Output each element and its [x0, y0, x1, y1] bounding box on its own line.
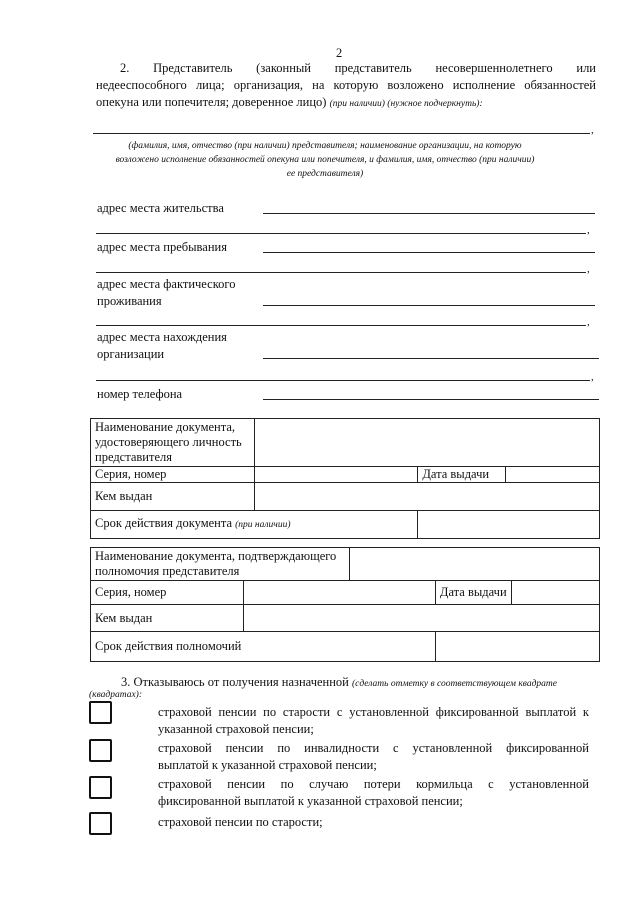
section2-intro-line1: 2. Представитель (законный представитель несовершеннолетнего или [120, 61, 596, 75]
caption-line3: ее представителя) [286, 169, 364, 179]
option-survivor-fixed-checkbox[interactable] [89, 776, 112, 799]
identity-doc-name-line3: представителя [95, 450, 172, 464]
authority-doc-name-label [91, 548, 350, 581]
identity-validity-text: Срок действия документа [95, 516, 233, 530]
identity-document-table [90, 418, 600, 539]
identity-validity-label [91, 511, 418, 539]
org-address-label [97, 329, 227, 363]
authority-issued-by-input[interactable] [244, 605, 600, 632]
option-line2: фиксированной выплатой к указанной страховой пенсии; [158, 794, 463, 808]
option-line1: страховой пенсии по старости; [158, 815, 323, 829]
residence-address-field[interactable] [263, 213, 595, 214]
actual-address-label-line2: проживания [97, 294, 162, 308]
caption-line1: (фамилия, имя, отчество (при наличии) представителя; наименование организации, на которую [128, 141, 522, 151]
section3-heading [121, 674, 591, 693]
stay-address-field-2[interactable] [96, 272, 586, 273]
option-old-age-fixed [158, 704, 589, 738]
authority-series-label: Серия, номер [91, 581, 244, 605]
authority-doc-name-line1: Наименование документа, подтверждающего [95, 549, 337, 563]
identity-series-label: Серия, номер [91, 467, 255, 483]
org-address-field[interactable] [263, 358, 599, 359]
option-line1: страховой пенсии по инвалидности с установленной фиксированной [158, 741, 589, 755]
residence-address-field-2[interactable] [96, 233, 586, 234]
residence-address-label: адрес места жительства [97, 201, 224, 215]
actual-address-label [97, 276, 235, 310]
identity-issue-date-input[interactable] [506, 467, 600, 483]
authority-issue-date-input[interactable] [511, 581, 599, 605]
option-disability-fixed-checkbox[interactable] [89, 739, 112, 762]
authority-document-table [90, 547, 600, 662]
comma-mark: , [591, 371, 594, 383]
option-line2: выплатой к указанной страховой пенсии; [158, 758, 377, 772]
identity-series-input[interactable] [254, 467, 418, 483]
page-number: 2 [336, 46, 343, 60]
comma-mark: , [587, 263, 590, 275]
actual-address-field-2[interactable] [96, 325, 586, 326]
actual-address-label-line1: адрес места фактического [97, 277, 236, 291]
comma-mark: , [591, 124, 594, 136]
org-address-field-2[interactable] [96, 380, 590, 381]
section2-intro-text: опекуна или попечителя; доверенное лицо) [96, 95, 327, 109]
option-survivor-fixed [158, 776, 589, 810]
identity-doc-name-line2: удостоверяющего личность [95, 435, 242, 449]
actual-address-field[interactable] [263, 305, 595, 306]
authority-issued-by-label: Кем выдан [91, 605, 244, 632]
section3-note-line2: (квадратах): [89, 690, 142, 700]
section2-intro-line2: недееспособного лица; организация, на которую возложено исполнение обязанностей [96, 78, 596, 92]
option-disability-fixed [158, 740, 589, 774]
identity-doc-name-input[interactable] [254, 419, 599, 467]
identity-validity-note: (при наличии) [235, 520, 291, 530]
section3-heading-text: 3. Отказываюсь от получения назначенной [121, 675, 349, 689]
identity-issued-by-input[interactable] [254, 483, 599, 511]
identity-issue-date-label: Дата выдачи [418, 467, 506, 483]
section3-note: (сделать отметку в соответствующем квадрате [351, 679, 557, 689]
option-old-age-checkbox[interactable] [89, 812, 112, 835]
option-line1: страховой пенсии по случаю потери кормильца с установленной [158, 777, 589, 791]
authority-doc-name-line2: полномочия представителя [95, 564, 240, 578]
identity-validity-input[interactable] [418, 511, 600, 539]
org-address-label-line1: адрес места нахождения [97, 330, 227, 344]
phone-label: номер телефона [97, 387, 183, 401]
authority-validity-label: Срок действия полномочий [91, 632, 436, 662]
section2-intro-line3 [96, 94, 483, 113]
authority-issue-date-label: Дата выдачи [435, 581, 511, 605]
phone-field[interactable] [263, 399, 599, 400]
option-line2: указанной страховой пенсии; [158, 722, 314, 736]
org-address-label-line2: организации [97, 347, 165, 361]
comma-mark: , [587, 224, 590, 236]
stay-address-label: адрес места пребывания [97, 240, 227, 254]
authority-validity-input[interactable] [435, 632, 599, 662]
option-old-age [158, 814, 589, 831]
section2-intro-note: (при наличии) (нужное подчеркнуть): [329, 99, 483, 109]
identity-doc-name-line1: Наименование документа, [95, 420, 236, 434]
representative-caption [60, 139, 590, 181]
identity-issued-by-label: Кем выдан [91, 483, 255, 511]
stay-address-field[interactable] [263, 252, 595, 253]
option-line1: страховой пенсии по старости с установленной фиксированной выплатой к [158, 705, 589, 719]
comma-mark: , [587, 316, 590, 328]
authority-doc-name-input[interactable] [350, 548, 600, 581]
caption-line2: возложено исполнение обязанностей опекуна или попечителя, и фамилия, имя, отчество (при наличии) [115, 155, 535, 165]
option-old-age-fixed-checkbox[interactable] [89, 701, 112, 724]
authority-series-input[interactable] [244, 581, 435, 605]
representative-name-field[interactable] [93, 133, 590, 134]
identity-doc-name-label [91, 419, 255, 467]
